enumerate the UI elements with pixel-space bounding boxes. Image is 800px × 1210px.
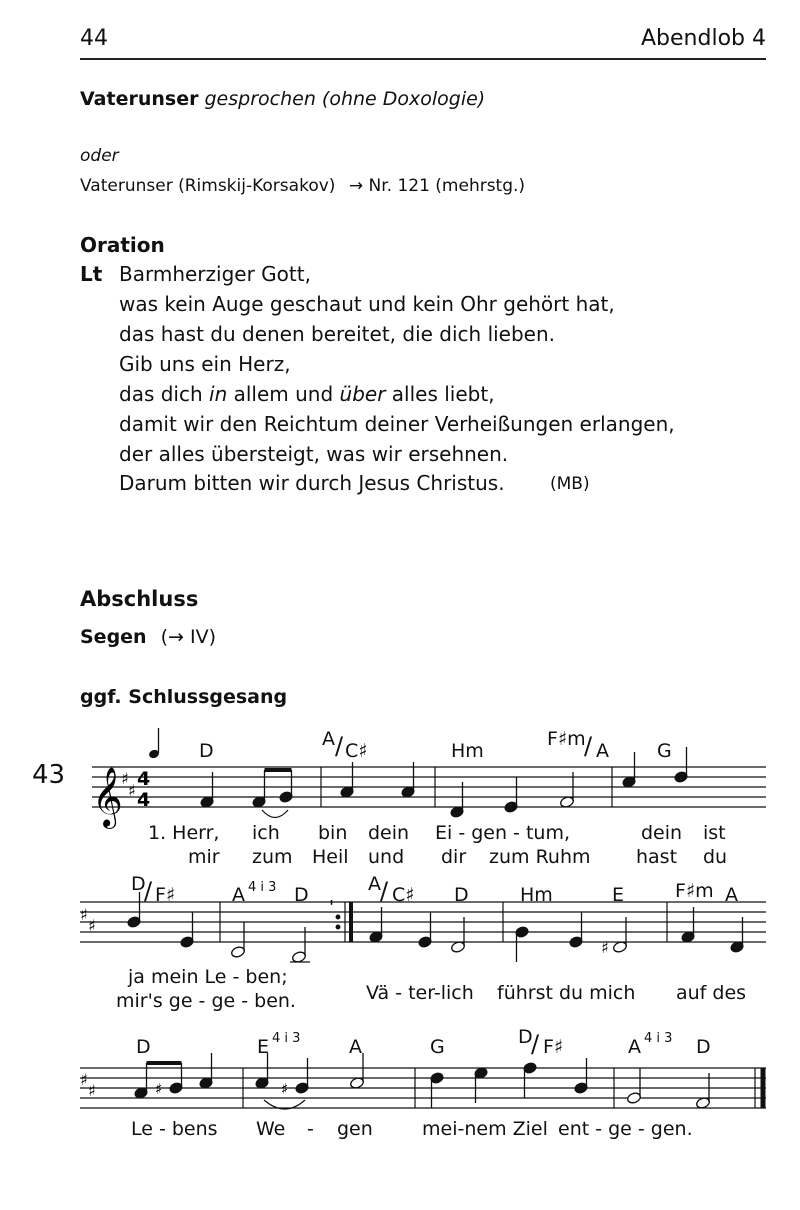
chord-slash: / [335, 732, 344, 760]
oration-line-1: Barmherziger Gott, [119, 262, 311, 286]
oration-line-8: Darum bitten wir durch Jesus Christus. [119, 471, 505, 495]
lyric-syllable: We [256, 1118, 286, 1140]
lyric-syllable: ent - ge - gen. [558, 1118, 693, 1140]
lyric-syllable: du [703, 846, 728, 868]
lyric-syllable: zum [252, 846, 293, 868]
chord-label: F♯m [675, 880, 714, 902]
chord-label: D [696, 1036, 711, 1058]
lyric-syllable: führst du mich [497, 982, 636, 1004]
chord-slash: / [531, 1030, 540, 1058]
schlussgesang-title: ggf. Schlussgesang [80, 686, 288, 708]
sharp-icon: ♯ [88, 916, 96, 935]
sharp-icon: ♯ [80, 905, 88, 924]
running-title: Abendlob 4 [641, 26, 766, 51]
chord-label: G [430, 1036, 445, 1058]
chord-label: F♯m [547, 728, 586, 750]
oder-label: oder [80, 146, 119, 166]
alt-text: Vaterunser (Rimskij-Korsakov) [80, 176, 336, 196]
tempo-quarter-icon [148, 728, 160, 759]
segen-ref: (→ IV) [160, 626, 217, 648]
page-number: 44 [80, 26, 108, 51]
oration-source: (MB) [550, 474, 590, 494]
lyric-syllable: - [307, 1118, 314, 1140]
arrow-icon: → [348, 176, 364, 196]
chord-label: F♯ [155, 884, 176, 906]
chord-label: D [518, 1026, 533, 1048]
chord-label: E [612, 884, 625, 906]
oration-line-3: das hast du denen bereitet, die dich lieben. [119, 322, 556, 346]
breath-mark-icon: ' [329, 897, 334, 918]
lyric-syllable: Vä - ter-lich [366, 982, 474, 1004]
chord-slash: / [144, 877, 153, 905]
chord-label: G [657, 740, 672, 762]
staff-system-2 [80, 902, 766, 942]
chord-label: A [725, 884, 738, 906]
lyric-syllable: hast [636, 846, 678, 868]
lyric-syllable: dein [368, 822, 410, 844]
lyric-syllable: Heil [312, 846, 349, 868]
lyric-syllable: 1. Herr, [148, 822, 220, 844]
tie-slur [262, 810, 288, 818]
vaterunser-subtitle: gesprochen (ohne Doxologie) [204, 88, 486, 110]
chord-label: D [131, 873, 146, 895]
chord-slash: / [584, 732, 593, 760]
lyric-syllable: auf des [676, 982, 747, 1004]
sharp-accidental-icon: ♯ [155, 1080, 163, 1098]
chord-label: C♯ [345, 740, 368, 762]
sharp-icon: ♯ [121, 769, 129, 788]
chord-label: Hm [520, 884, 553, 906]
segen-label: Segen [80, 626, 147, 648]
abschluss-title: Abschluss [80, 587, 199, 611]
lyric-syllable: gen [337, 1118, 373, 1140]
chord-label: A [628, 1036, 641, 1058]
chord-label: F♯ [543, 1036, 564, 1058]
oration-speaker: Lt [80, 262, 103, 286]
chord-label: A [349, 1036, 362, 1058]
line5-part: allem und [227, 382, 340, 406]
oration-line-6: damit wir den Reichtum deiner Verheißungen erlangen, [119, 412, 675, 436]
chord-label: A [368, 873, 381, 895]
oration-line-7: der alles übersteigt, was wir ersehnen. [119, 442, 509, 466]
sharp-icon: ♯ [128, 781, 136, 800]
vaterunser-title: Vaterunser [80, 88, 199, 110]
lyric-syllable: ist [703, 822, 726, 844]
chord-label: Hm [451, 740, 484, 762]
time-signature-bottom: 4 [137, 789, 151, 811]
oration-title: Oration [80, 233, 165, 257]
lyric-syllable: Le - bens [131, 1118, 218, 1140]
lyric-line: mir's ge - ge - ben. [116, 990, 296, 1012]
chord-label: C♯ [392, 884, 415, 906]
chord-label: A [232, 884, 245, 906]
chord-label: A [596, 740, 609, 762]
lyric-syllable: Ei - gen - tum, [435, 822, 570, 844]
chord-label: D [199, 740, 214, 762]
lyric-syllable: und [368, 846, 405, 868]
lyric-syllable: dir [441, 846, 467, 868]
line5-emph-in: in [209, 382, 228, 406]
chord-suspension: 4 i 3 [644, 1031, 673, 1046]
lyric-syllable: mei-nem Ziel [422, 1118, 548, 1140]
staff-system-3 [80, 1068, 766, 1108]
line5-part: das dich [119, 382, 210, 406]
time-signature-top: 4 [137, 768, 151, 790]
chord-label: D [454, 884, 469, 906]
chord-label: D [136, 1036, 151, 1058]
chord-suspension: 4 i 3 [272, 1031, 301, 1046]
lyric-syllable: mir [188, 846, 220, 868]
notes-system-3 [134, 1053, 711, 1109]
lyric-syllable: ich [252, 822, 280, 844]
chord-suspension: 4 i 3 [248, 880, 277, 895]
chord-label: E [257, 1036, 270, 1058]
sharp-icon: ♯ [80, 1070, 88, 1089]
lyric-syllable: bin [318, 822, 348, 844]
chord-label: A [322, 728, 335, 750]
staff-system-1 [92, 767, 766, 807]
sharp-icon: ♯ [88, 1081, 96, 1100]
song-number: 43 [32, 760, 66, 790]
chord-slash: / [380, 877, 389, 905]
sharp-accidental-icon: ♯ [601, 938, 609, 957]
chord-label: D [294, 884, 309, 906]
lyric-syllable: zum Ruhm [489, 846, 591, 868]
line5-emph-ueber: über [339, 382, 386, 406]
lyric-syllable: dein [641, 822, 683, 844]
lyric-line: ja mein Le - ben; [128, 966, 288, 988]
sharp-accidental-icon: ♯ [281, 1080, 289, 1098]
line5-part: alles liebt, [385, 382, 495, 406]
alt-ref: Nr. 121 (mehrstg.) [368, 176, 526, 196]
treble-clef-icon: 𝄞 [92, 767, 123, 827]
oration-line-4: Gib uns ein Herz, [119, 352, 291, 376]
oration-line-2: was kein Auge geschaut und kein Ohr gehört hat, [119, 292, 615, 316]
